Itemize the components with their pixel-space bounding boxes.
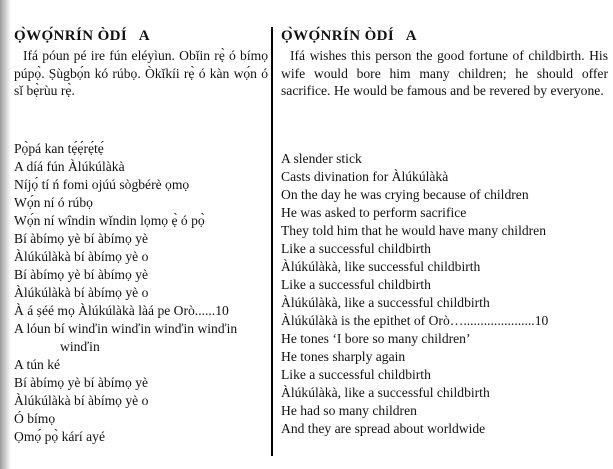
verse-line: He tones sharply again <box>281 349 406 364</box>
right-column-english <box>281 28 608 436</box>
left-verse-block <box>14 140 237 446</box>
verse-line: Wọ́n ní ó rúbọ <box>14 195 93 210</box>
verse-line: Àlúkúlàkà bí àbímọ yè o <box>14 393 149 408</box>
verse-line: On the day he was crying because of children <box>281 187 529 202</box>
right-section-heading: Ọ̀WỌ́NRÍN ÒDÍ A <box>281 28 418 44</box>
verse-line: Bí àbímọ yè bí àbímọ yè <box>14 267 149 282</box>
verse-line: Àlúkúlàkà, like successful childbirth <box>281 259 481 274</box>
verse-line: Like a successful childbirth <box>281 367 431 382</box>
verse-line: He tones ‘I bore so many children’ <box>281 331 471 346</box>
verse-line: Àlúkúlàkà bí àbímọ yè o <box>14 285 149 300</box>
column-divider <box>271 27 273 456</box>
verse-line: He was asked to perform sacrifice <box>281 205 467 220</box>
verse-line: A díá fún Àlúkúlàkà <box>14 159 125 174</box>
verse-line: Àlúkúlàkà bí àbímọ yè o <box>14 249 149 264</box>
verse-line: They told him that he would have many children <box>281 223 547 238</box>
verse-line: Bí àbímọ yè bí àbímọ yè <box>14 375 149 390</box>
verse-line: And they are spread about worldwide <box>281 421 486 436</box>
verse-line: Níjọ́ tí ń fomi ojúú sògbérè ọmọ <box>14 177 190 192</box>
verse-line: A slender stick <box>281 151 362 166</box>
verse-line: A tún ké <box>14 357 61 372</box>
verse-line: winďin <box>60 339 100 354</box>
verse-line: He had so many children <box>281 403 417 418</box>
verse-line: Casts divination for Àlúkúlàkà <box>281 169 449 184</box>
verse-line: Like a successful childbirth <box>281 241 431 256</box>
right-intro-paragraph: Ifá wishes this person the good fortune of childbirth. His wife would bore him many children; he should offer sacrifice. He would be famous and be revered by everyone. <box>281 48 608 99</box>
verse-line: Ó bímọ <box>14 411 56 426</box>
verse-line: Àlúkúlàkà, like a successful childbirth <box>281 295 490 310</box>
left-section-heading: Ọ̀WỌ́NRÍN ÒDÍ A <box>14 28 151 44</box>
right-verse-block <box>281 150 548 438</box>
left-column-yoruba <box>14 28 268 444</box>
verse-line: Like a successful childbirth <box>281 277 431 292</box>
verse-line: Àlúkúlàkà, like a successful childbirth <box>281 385 490 400</box>
page-edge-shadow <box>0 0 11 469</box>
left-intro-paragraph: Ifá póun pé ire fún eléyìun. Obǐin rẹ̀ ó bímọ púpọ̀. Ṣùgbọ́n kó rúbọ. Òkǐkíi rẹ̀ ó kàn wọ́n ó sǐ bẹ̀rùu rẹ̀. <box>14 48 268 99</box>
verse-line: À á ṣéé mọ Àlúkúlàkà làá pe Orò......10 <box>14 303 229 318</box>
verse-line: Wọ́n ní wîndin wǐndin lọmọ ẹ̀ ó pọ̀ <box>14 213 205 228</box>
verse-line: Àlúkúlàkà is the epithet of Orò….....................10 <box>281 313 549 328</box>
verse-line: Bí àbímọ yè bí àbímọ yè <box>14 231 149 246</box>
verse-line: Pọ̀pá kan tẹ́ẹ́rẹ́tẹ́ <box>14 141 104 156</box>
verse-line: Ọmọ́ pọ̀ kárí ayé <box>14 429 105 444</box>
verse-line: A lóun bí winďin winďin winďin winďin <box>14 321 238 336</box>
